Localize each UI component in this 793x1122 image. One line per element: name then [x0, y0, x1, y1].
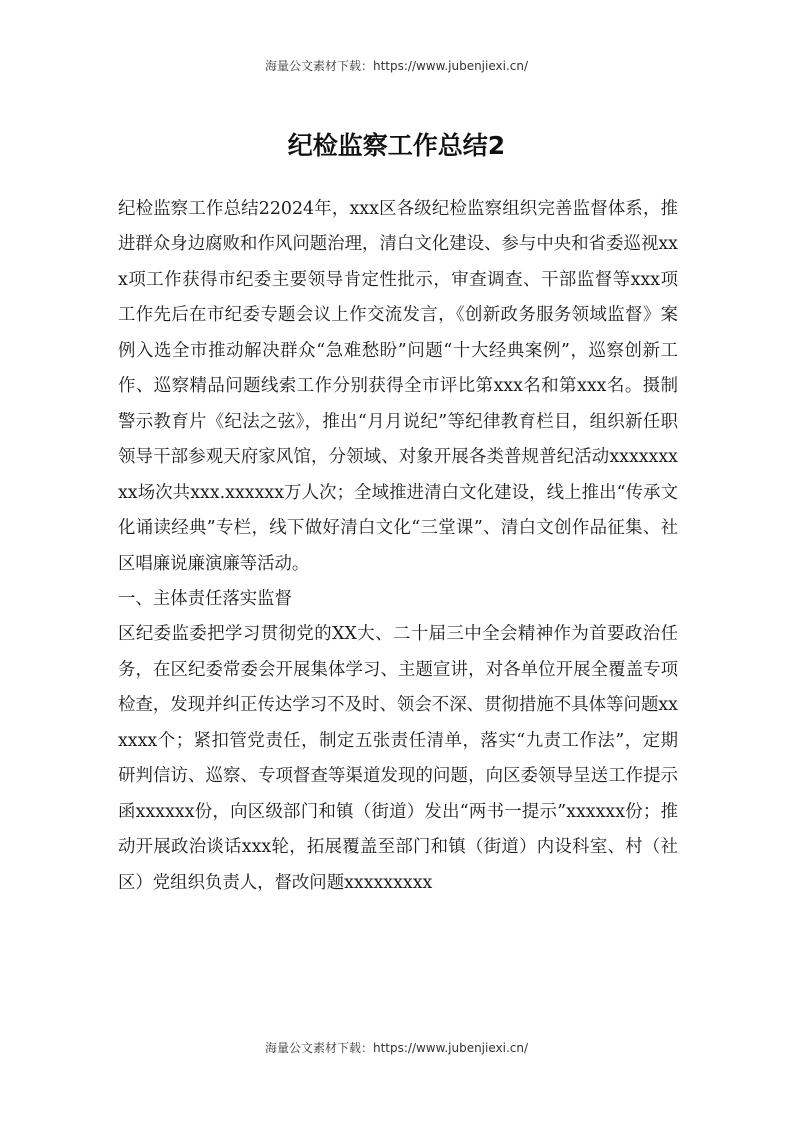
- document-body: [118, 192, 678, 901]
- page-footer: 海量公文素材下载：https://www.jubenjiexi.cn/: [264, 1041, 529, 1055]
- document-title: 纪检监察工作总结2: [287, 131, 506, 160]
- paragraph-intro: 纪检监察工作总结22024年，xxx区各级纪检监察组织完善监督体系，推进群众身边腐败和作风问题治理，清白文化建设、参与中央和省委巡视xxx项工作获得市纪委主要领导肯定性批示，审查调查、干部监督等xxx项工作先后在市纪委专题会议上作交流发言，《创新政务服务领域监督》案例入选全市推动解决群众“急难愁盼”问题“十大经典案例”，巡察创新工作、巡察精品问题线索工作分别获得全市评比第xxx名和第xxx名。摄制警示教育片《纪法之弦》，推出“月月说纪”等纪律教育栏目，组织新任职领导干部参观天府家风馆，分领域、对象开展各类普规普纪活动xxxxxxxxx场次共xxx.xxxxxx万人次；全域推进清白文化建设，线上推出“传承文化诵读经典”专栏，线下做好清白文化“三堂课”、清白文创作品征集、社区唱廉说廉演廉等活动。: [118, 199, 678, 574]
- paragraph-section-one: 区纪委监委把学习贯彻党的XX大、二十届三中全会精神作为首要政治任务，在区纪委常委会开展集体学习、主题宣讲，对各单位开展全覆盖专项检查，发现并纠正传达学习不及时、领会不深、贯彻措施不具体等问题xxxxxx个；紧扣管党责任，制定五张责任清单，落实“九责工作法”，定期研判信访、巡察、专项督查等渠道发现的问题，向区委领导呈送工作提示函xxxxxx份，向区级部门和镇（街道）发出“两书一提示”xxxxxx份；推动开展政治谈话xxx轮，拓展覆盖至部门和镇（街道）内设科室、村（社区）党组织负责人，督改问题xxxxxxxxx: [118, 624, 678, 893]
- page-header: 海量公文素材下载：https://www.jubenjiexi.cn/: [264, 59, 529, 73]
- section-heading: 一、主体责任落实监督: [118, 588, 292, 609]
